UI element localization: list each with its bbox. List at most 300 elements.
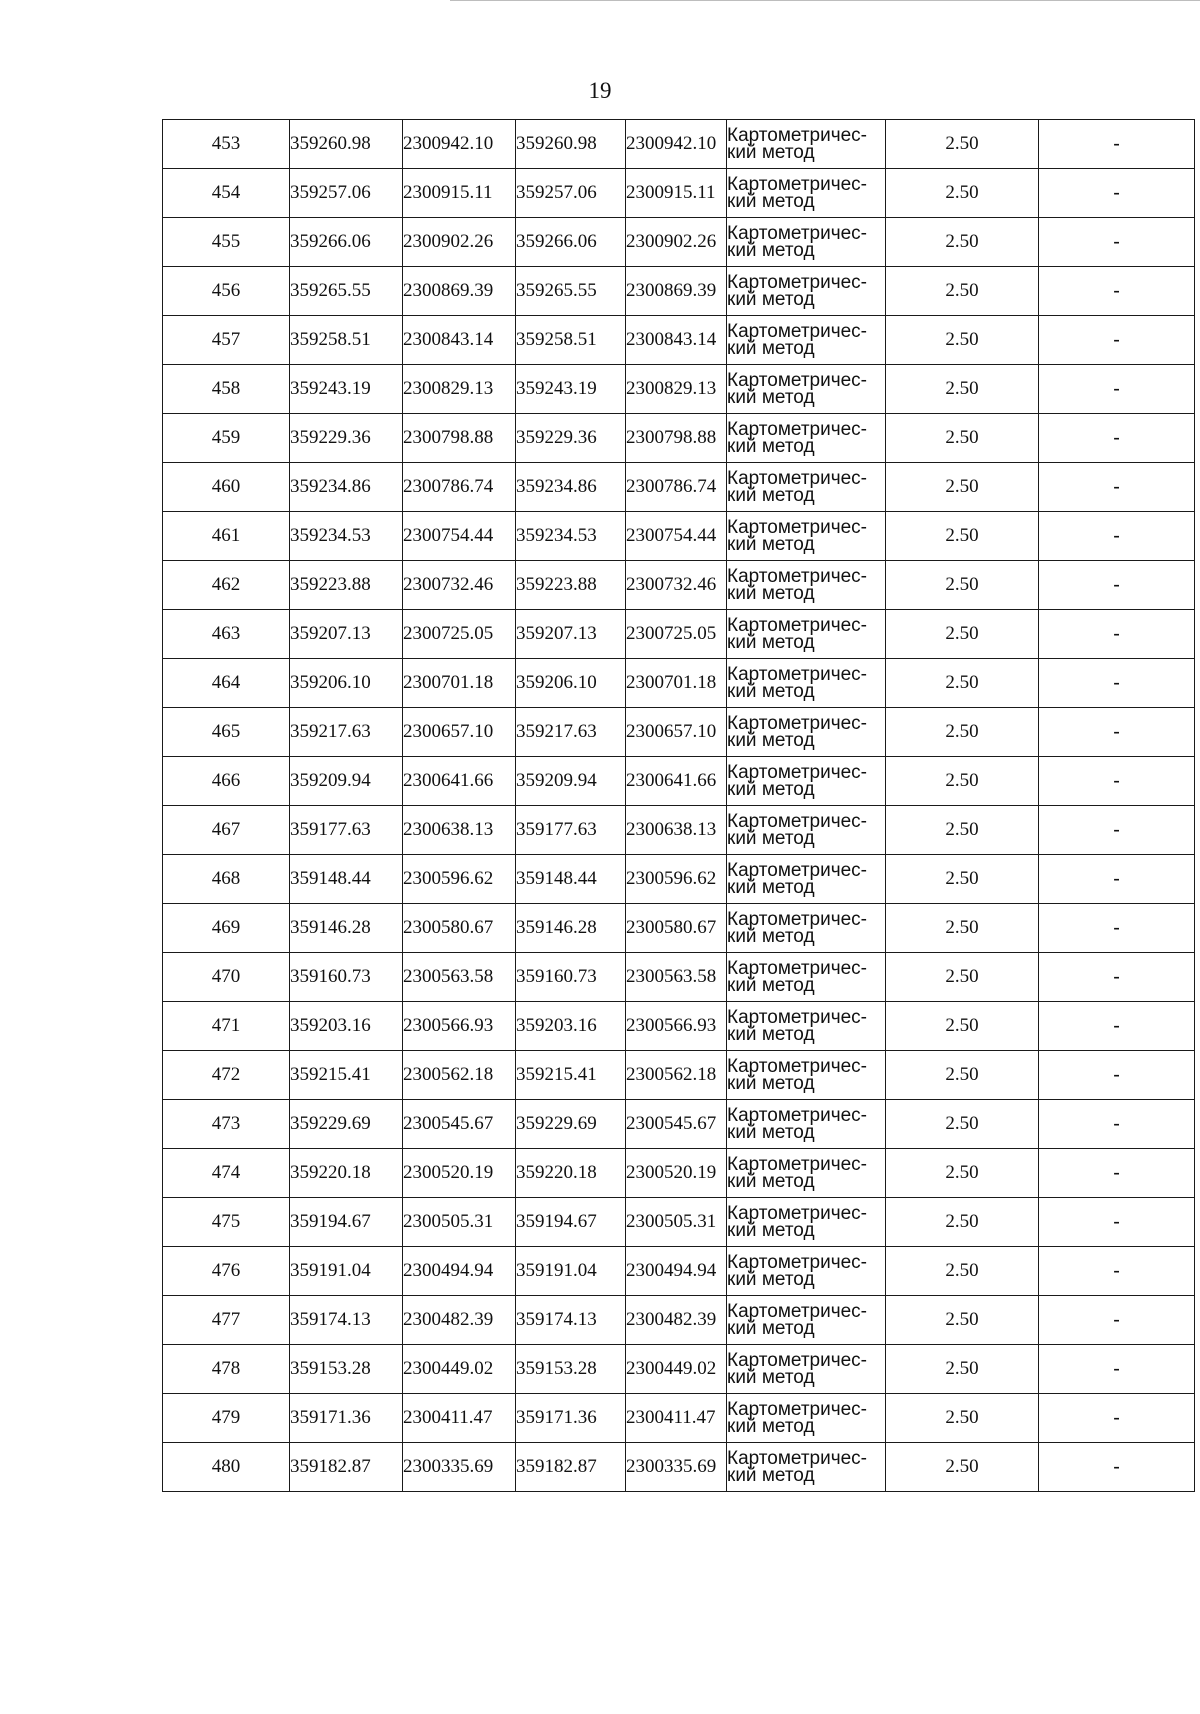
x-refined-cell: 359229.69	[516, 1100, 626, 1149]
method-line-2: кий метод	[727, 877, 815, 898]
method-cell	[727, 512, 886, 561]
point-number-cell: 465	[163, 708, 290, 757]
method-line-2: кий метод	[727, 828, 815, 849]
method-cell	[727, 708, 886, 757]
accuracy-cell: 2.50	[886, 806, 1039, 855]
x-refined-cell: 359153.28	[516, 1345, 626, 1394]
point-number-cell: 461	[163, 512, 290, 561]
table-row	[163, 953, 1195, 1002]
accuracy-cell: 2.50	[886, 1443, 1039, 1492]
y-existing-cell: 2300335.69	[403, 1443, 516, 1492]
y-existing-cell: 2300829.13	[403, 365, 516, 414]
note-cell: -	[1039, 708, 1195, 757]
point-number-cell: 456	[163, 267, 290, 316]
method-line-1: Картометричес-	[727, 615, 868, 636]
method-cell	[727, 953, 886, 1002]
accuracy-cell: 2.50	[886, 1100, 1039, 1149]
x-existing-cell: 359266.06	[290, 218, 403, 267]
note-cell: -	[1039, 267, 1195, 316]
method-cell	[727, 1394, 886, 1443]
y-refined-cell: 2300494.94	[626, 1247, 727, 1296]
method-cell	[727, 1198, 886, 1247]
method-line-2: кий метод	[727, 240, 815, 261]
x-refined-cell: 359174.13	[516, 1296, 626, 1345]
accuracy-cell: 2.50	[886, 365, 1039, 414]
table-row	[163, 1247, 1195, 1296]
method-cell	[727, 463, 886, 512]
top-rule	[450, 0, 1200, 1]
y-refined-cell: 2300596.62	[626, 855, 727, 904]
y-existing-cell: 2300732.46	[403, 561, 516, 610]
note-cell: -	[1039, 1247, 1195, 1296]
y-existing-cell: 2300942.10	[403, 120, 516, 169]
y-refined-cell: 2300798.88	[626, 414, 727, 463]
accuracy-cell: 2.50	[886, 708, 1039, 757]
x-existing-cell: 359171.36	[290, 1394, 403, 1443]
method-line-1: Картометричес-	[727, 713, 868, 734]
method-line-1: Картометричес-	[727, 1448, 868, 1469]
x-existing-cell: 359174.13	[290, 1296, 403, 1345]
y-refined-cell: 2300657.10	[626, 708, 727, 757]
method-line-1: Картометричес-	[727, 811, 868, 832]
method-line-2: кий метод	[727, 632, 815, 653]
method-line-1: Картометричес-	[727, 223, 868, 244]
table-row	[163, 855, 1195, 904]
x-existing-cell: 359209.94	[290, 757, 403, 806]
y-refined-cell: 2300725.05	[626, 610, 727, 659]
point-number-cell: 474	[163, 1149, 290, 1198]
accuracy-cell: 2.50	[886, 1051, 1039, 1100]
x-existing-cell: 359257.06	[290, 169, 403, 218]
table-row	[163, 1149, 1195, 1198]
note-cell: -	[1039, 1149, 1195, 1198]
point-number-cell: 466	[163, 757, 290, 806]
x-refined-cell: 359220.18	[516, 1149, 626, 1198]
y-refined-cell: 2300520.19	[626, 1149, 727, 1198]
x-existing-cell: 359260.98	[290, 120, 403, 169]
note-cell: -	[1039, 218, 1195, 267]
y-refined-cell: 2300732.46	[626, 561, 727, 610]
point-number-cell: 468	[163, 855, 290, 904]
y-existing-cell: 2300566.93	[403, 1002, 516, 1051]
method-line-2: кий метод	[727, 975, 815, 996]
method-cell	[727, 414, 886, 463]
accuracy-cell: 2.50	[886, 904, 1039, 953]
method-cell	[727, 806, 886, 855]
x-existing-cell: 359229.36	[290, 414, 403, 463]
y-existing-cell: 2300754.44	[403, 512, 516, 561]
y-existing-cell: 2300505.31	[403, 1198, 516, 1247]
y-refined-cell: 2300505.31	[626, 1198, 727, 1247]
method-cell	[727, 1100, 886, 1149]
note-cell: -	[1039, 120, 1195, 169]
y-existing-cell: 2300563.58	[403, 953, 516, 1002]
y-refined-cell: 2300843.14	[626, 316, 727, 365]
method-line-1: Картометричес-	[727, 1007, 868, 1028]
method-cell	[727, 757, 886, 806]
x-existing-cell: 359203.16	[290, 1002, 403, 1051]
note-cell: -	[1039, 1443, 1195, 1492]
method-line-2: кий метод	[727, 1024, 815, 1045]
method-cell	[727, 365, 886, 414]
y-refined-cell: 2300915.11	[626, 169, 727, 218]
accuracy-cell: 2.50	[886, 659, 1039, 708]
y-refined-cell: 2300829.13	[626, 365, 727, 414]
x-refined-cell: 359260.98	[516, 120, 626, 169]
method-cell	[727, 120, 886, 169]
point-number-cell: 478	[163, 1345, 290, 1394]
y-refined-cell: 2300869.39	[626, 267, 727, 316]
y-refined-cell: 2300449.02	[626, 1345, 727, 1394]
point-number-cell: 457	[163, 316, 290, 365]
method-cell	[727, 1149, 886, 1198]
accuracy-cell: 2.50	[886, 1345, 1039, 1394]
x-refined-cell: 359194.67	[516, 1198, 626, 1247]
x-refined-cell: 359234.86	[516, 463, 626, 512]
x-refined-cell: 359209.94	[516, 757, 626, 806]
table-row	[163, 610, 1195, 659]
method-cell	[727, 1345, 886, 1394]
note-cell: -	[1039, 1002, 1195, 1051]
method-cell	[727, 267, 886, 316]
x-existing-cell: 359217.63	[290, 708, 403, 757]
accuracy-cell: 2.50	[886, 1149, 1039, 1198]
method-cell	[727, 855, 886, 904]
point-number-cell: 473	[163, 1100, 290, 1149]
table-row	[163, 463, 1195, 512]
note-cell: -	[1039, 169, 1195, 218]
method-cell	[727, 659, 886, 708]
x-refined-cell: 359234.53	[516, 512, 626, 561]
accuracy-cell: 2.50	[886, 169, 1039, 218]
y-existing-cell: 2300562.18	[403, 1051, 516, 1100]
table-body	[163, 120, 1195, 1492]
accuracy-cell: 2.50	[886, 316, 1039, 365]
method-line-2: кий метод	[727, 681, 815, 702]
method-line-2: кий метод	[727, 1416, 815, 1437]
method-cell	[727, 1247, 886, 1296]
x-existing-cell: 359146.28	[290, 904, 403, 953]
method-line-2: кий метод	[727, 730, 815, 751]
method-line-1: Картометричес-	[727, 762, 868, 783]
y-refined-cell: 2300411.47	[626, 1394, 727, 1443]
method-line-1: Картометричес-	[727, 272, 868, 293]
y-refined-cell: 2300641.66	[626, 757, 727, 806]
accuracy-cell: 2.50	[886, 1394, 1039, 1443]
accuracy-cell: 2.50	[886, 561, 1039, 610]
x-refined-cell: 359207.13	[516, 610, 626, 659]
method-cell	[727, 1051, 886, 1100]
x-existing-cell: 359207.13	[290, 610, 403, 659]
method-cell	[727, 561, 886, 610]
accuracy-cell: 2.50	[886, 463, 1039, 512]
table-row	[163, 708, 1195, 757]
y-refined-cell: 2300754.44	[626, 512, 727, 561]
method-cell	[727, 610, 886, 659]
accuracy-cell: 2.50	[886, 1296, 1039, 1345]
y-refined-cell: 2300942.10	[626, 120, 727, 169]
point-number-cell: 471	[163, 1002, 290, 1051]
y-refined-cell: 2300545.67	[626, 1100, 727, 1149]
y-refined-cell: 2300902.26	[626, 218, 727, 267]
point-number-cell: 463	[163, 610, 290, 659]
note-cell: -	[1039, 463, 1195, 512]
table-row	[163, 659, 1195, 708]
x-existing-cell: 359258.51	[290, 316, 403, 365]
point-number-cell: 480	[163, 1443, 290, 1492]
x-refined-cell: 359146.28	[516, 904, 626, 953]
y-existing-cell: 2300494.94	[403, 1247, 516, 1296]
method-line-2: кий метод	[727, 1269, 815, 1290]
coordinates-table	[162, 119, 1195, 1492]
method-line-1: Картометричес-	[727, 321, 868, 342]
x-existing-cell: 359234.86	[290, 463, 403, 512]
y-existing-cell: 2300482.39	[403, 1296, 516, 1345]
table-row	[163, 512, 1195, 561]
method-line-2: кий метод	[727, 1465, 815, 1486]
x-refined-cell: 359160.73	[516, 953, 626, 1002]
table-row	[163, 1100, 1195, 1149]
x-existing-cell: 359220.18	[290, 1149, 403, 1198]
note-cell: -	[1039, 757, 1195, 806]
table-row	[163, 1443, 1195, 1492]
method-line-1: Картометричес-	[727, 468, 868, 489]
y-existing-cell: 2300915.11	[403, 169, 516, 218]
method-line-2: кий метод	[727, 191, 815, 212]
table-row	[163, 120, 1195, 169]
note-cell: -	[1039, 806, 1195, 855]
y-existing-cell: 2300449.02	[403, 1345, 516, 1394]
x-existing-cell: 359229.69	[290, 1100, 403, 1149]
note-cell: -	[1039, 512, 1195, 561]
y-existing-cell: 2300520.19	[403, 1149, 516, 1198]
note-cell: -	[1039, 953, 1195, 1002]
method-line-1: Картометричес-	[727, 517, 868, 538]
y-existing-cell: 2300725.05	[403, 610, 516, 659]
x-existing-cell: 359243.19	[290, 365, 403, 414]
y-existing-cell: 2300869.39	[403, 267, 516, 316]
table-row	[163, 218, 1195, 267]
accuracy-cell: 2.50	[886, 414, 1039, 463]
method-line-2: кий метод	[727, 387, 815, 408]
y-refined-cell: 2300562.18	[626, 1051, 727, 1100]
point-number-cell: 469	[163, 904, 290, 953]
method-line-2: кий метод	[727, 485, 815, 506]
point-number-cell: 464	[163, 659, 290, 708]
method-line-1: Картометричес-	[727, 909, 868, 930]
method-line-1: Картометричес-	[727, 1252, 868, 1273]
accuracy-cell: 2.50	[886, 512, 1039, 561]
method-line-1: Картометричес-	[727, 958, 868, 979]
y-refined-cell: 2300482.39	[626, 1296, 727, 1345]
x-existing-cell: 359191.04	[290, 1247, 403, 1296]
table-row	[163, 904, 1195, 953]
x-existing-cell: 359265.55	[290, 267, 403, 316]
y-existing-cell: 2300411.47	[403, 1394, 516, 1443]
x-refined-cell: 359223.88	[516, 561, 626, 610]
method-line-2: кий метод	[727, 1318, 815, 1339]
x-refined-cell: 359215.41	[516, 1051, 626, 1100]
method-line-1: Картометричес-	[727, 664, 868, 685]
accuracy-cell: 2.50	[886, 1247, 1039, 1296]
table-row	[163, 1198, 1195, 1247]
x-existing-cell: 359206.10	[290, 659, 403, 708]
note-cell: -	[1039, 561, 1195, 610]
x-refined-cell: 359257.06	[516, 169, 626, 218]
x-refined-cell: 359265.55	[516, 267, 626, 316]
note-cell: -	[1039, 316, 1195, 365]
note-cell: -	[1039, 1198, 1195, 1247]
x-refined-cell: 359191.04	[516, 1247, 626, 1296]
table-row	[163, 806, 1195, 855]
y-existing-cell: 2300902.26	[403, 218, 516, 267]
x-refined-cell: 359229.36	[516, 414, 626, 463]
method-line-2: кий метод	[727, 779, 815, 800]
y-existing-cell: 2300843.14	[403, 316, 516, 365]
y-existing-cell: 2300641.66	[403, 757, 516, 806]
point-number-cell: 462	[163, 561, 290, 610]
note-cell: -	[1039, 1100, 1195, 1149]
method-cell	[727, 316, 886, 365]
note-cell: -	[1039, 904, 1195, 953]
x-refined-cell: 359258.51	[516, 316, 626, 365]
method-cell	[727, 1002, 886, 1051]
y-existing-cell: 2300545.67	[403, 1100, 516, 1149]
note-cell: -	[1039, 610, 1195, 659]
x-refined-cell: 359148.44	[516, 855, 626, 904]
accuracy-cell: 2.50	[886, 757, 1039, 806]
y-refined-cell: 2300580.67	[626, 904, 727, 953]
table-row	[163, 1051, 1195, 1100]
y-existing-cell: 2300596.62	[403, 855, 516, 904]
x-existing-cell: 359223.88	[290, 561, 403, 610]
point-number-cell: 455	[163, 218, 290, 267]
point-number-cell: 459	[163, 414, 290, 463]
accuracy-cell: 2.50	[886, 1002, 1039, 1051]
method-line-1: Картометричес-	[727, 1301, 868, 1322]
method-line-1: Картометричес-	[727, 860, 868, 881]
accuracy-cell: 2.50	[886, 218, 1039, 267]
method-line-2: кий метод	[727, 142, 815, 163]
method-line-2: кий метод	[727, 289, 815, 310]
y-existing-cell: 2300786.74	[403, 463, 516, 512]
note-cell: -	[1039, 1296, 1195, 1345]
table-row	[163, 1002, 1195, 1051]
point-number-cell: 470	[163, 953, 290, 1002]
point-number-cell: 477	[163, 1296, 290, 1345]
table-row	[163, 414, 1195, 463]
table-row	[163, 365, 1195, 414]
method-line-1: Картометричес-	[727, 1399, 868, 1420]
method-line-2: кий метод	[727, 436, 815, 457]
method-cell	[727, 1296, 886, 1345]
method-cell	[727, 218, 886, 267]
y-refined-cell: 2300335.69	[626, 1443, 727, 1492]
x-existing-cell: 359160.73	[290, 953, 403, 1002]
point-number-cell: 460	[163, 463, 290, 512]
method-line-1: Картометричес-	[727, 370, 868, 391]
method-line-1: Картометричес-	[727, 125, 868, 146]
accuracy-cell: 2.50	[886, 610, 1039, 659]
note-cell: -	[1039, 1051, 1195, 1100]
method-cell	[727, 169, 886, 218]
table-row	[163, 561, 1195, 610]
method-line-2: кий метод	[727, 1171, 815, 1192]
y-existing-cell: 2300580.67	[403, 904, 516, 953]
x-refined-cell: 359177.63	[516, 806, 626, 855]
table-row	[163, 1345, 1195, 1394]
note-cell: -	[1039, 855, 1195, 904]
method-line-1: Картометричес-	[727, 419, 868, 440]
point-number-cell: 454	[163, 169, 290, 218]
y-refined-cell: 2300563.58	[626, 953, 727, 1002]
accuracy-cell: 2.50	[886, 1198, 1039, 1247]
method-line-1: Картометричес-	[727, 1056, 868, 1077]
point-number-cell: 472	[163, 1051, 290, 1100]
note-cell: -	[1039, 659, 1195, 708]
method-line-2: кий метод	[727, 1122, 815, 1143]
method-cell	[727, 1443, 886, 1492]
x-existing-cell: 359182.87	[290, 1443, 403, 1492]
method-cell	[727, 904, 886, 953]
table-row	[163, 757, 1195, 806]
method-line-1: Картометричес-	[727, 1154, 868, 1175]
table-row	[163, 267, 1195, 316]
y-existing-cell: 2300638.13	[403, 806, 516, 855]
method-line-1: Картометричес-	[727, 1350, 868, 1371]
y-refined-cell: 2300786.74	[626, 463, 727, 512]
method-line-2: кий метод	[727, 1220, 815, 1241]
method-line-1: Картометричес-	[727, 174, 868, 195]
y-existing-cell: 2300657.10	[403, 708, 516, 757]
table-row	[163, 316, 1195, 365]
point-number-cell: 453	[163, 120, 290, 169]
x-refined-cell: 359206.10	[516, 659, 626, 708]
method-line-1: Картометричес-	[727, 1203, 868, 1224]
method-line-2: кий метод	[727, 338, 815, 359]
note-cell: -	[1039, 1345, 1195, 1394]
y-existing-cell: 2300798.88	[403, 414, 516, 463]
method-line-1: Картометричес-	[727, 566, 868, 587]
y-refined-cell: 2300638.13	[626, 806, 727, 855]
x-refined-cell: 359243.19	[516, 365, 626, 414]
x-existing-cell: 359215.41	[290, 1051, 403, 1100]
point-number-cell: 475	[163, 1198, 290, 1247]
y-existing-cell: 2300701.18	[403, 659, 516, 708]
x-existing-cell: 359234.53	[290, 512, 403, 561]
table-row	[163, 1394, 1195, 1443]
method-line-2: кий метод	[727, 534, 815, 555]
x-existing-cell: 359153.28	[290, 1345, 403, 1394]
accuracy-cell: 2.50	[886, 120, 1039, 169]
method-line-2: кий метод	[727, 926, 815, 947]
method-line-2: кий метод	[727, 583, 815, 604]
x-refined-cell: 359217.63	[516, 708, 626, 757]
table-row	[163, 169, 1195, 218]
x-existing-cell: 359148.44	[290, 855, 403, 904]
method-line-2: кий метод	[727, 1367, 815, 1388]
x-refined-cell: 359182.87	[516, 1443, 626, 1492]
point-number-cell: 458	[163, 365, 290, 414]
accuracy-cell: 2.50	[886, 267, 1039, 316]
y-refined-cell: 2300566.93	[626, 1002, 727, 1051]
x-refined-cell: 359171.36	[516, 1394, 626, 1443]
x-existing-cell: 359177.63	[290, 806, 403, 855]
table-row	[163, 1296, 1195, 1345]
point-number-cell: 476	[163, 1247, 290, 1296]
y-refined-cell: 2300701.18	[626, 659, 727, 708]
note-cell: -	[1039, 1394, 1195, 1443]
